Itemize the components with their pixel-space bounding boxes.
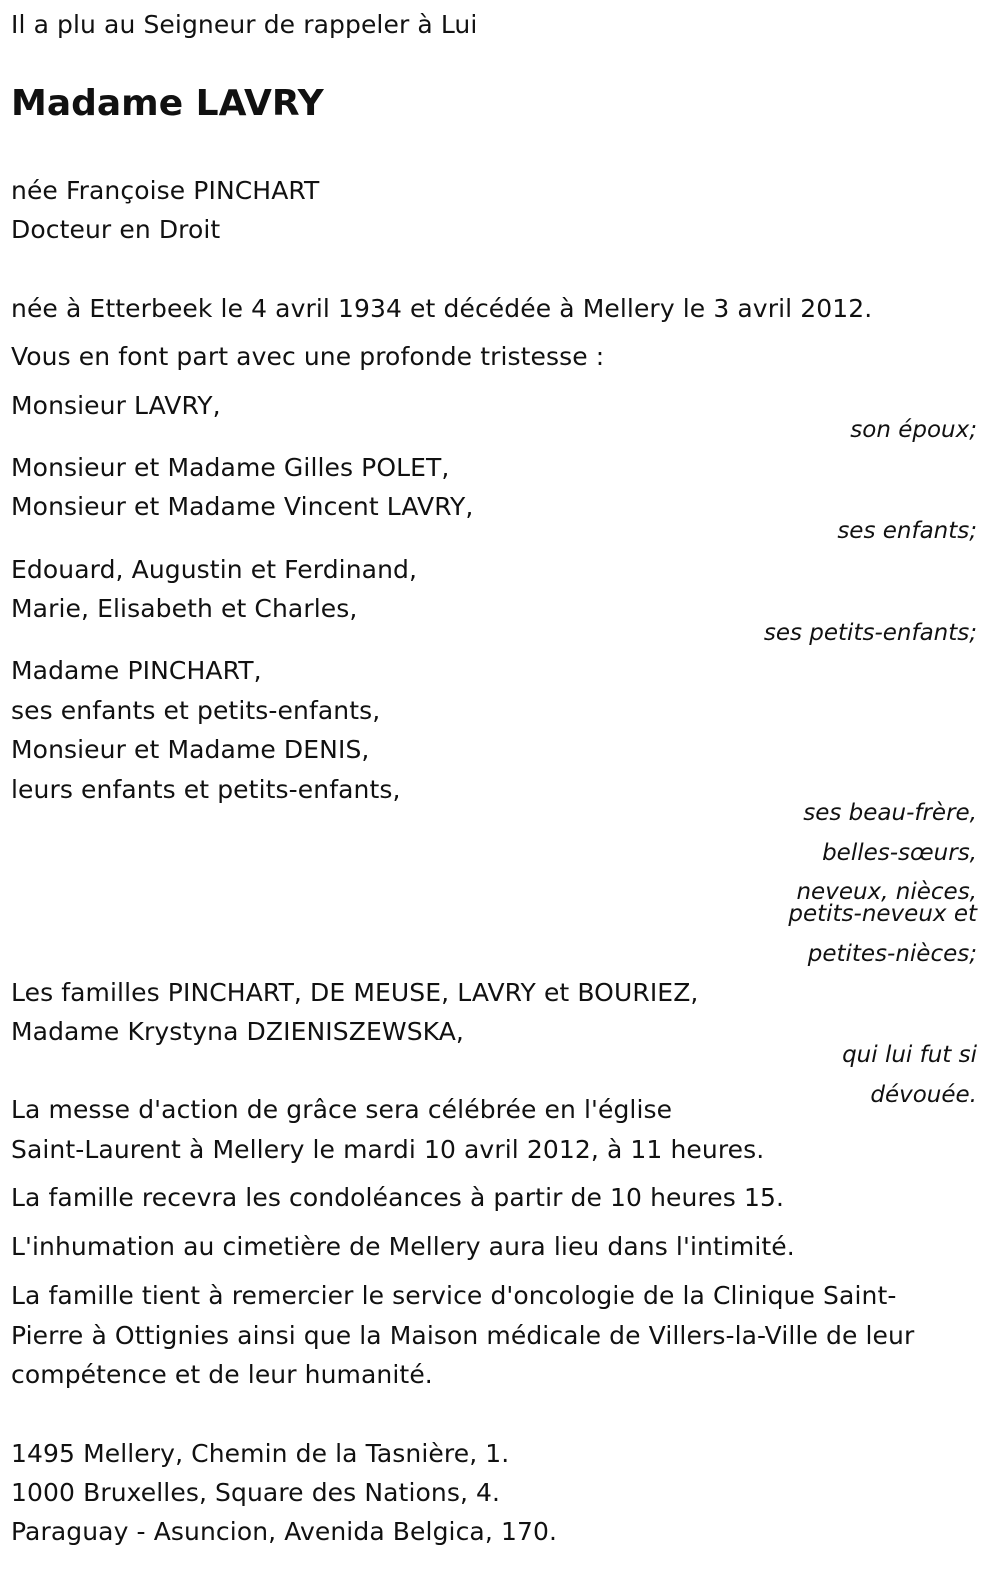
spouse-relation: son époux; — [850, 417, 977, 443]
birth-death-dates: née à Etterbeek le 4 avril 1934 et décédée à Mellery le 3 avril 2012. — [11, 294, 873, 323]
maiden-name: née Françoise PINCHART — [11, 176, 320, 205]
grandchildren-relation: ses petits-enfants; — [763, 620, 977, 646]
extended-relation-line: neveux, nièces, — [796, 879, 977, 905]
address-line: 1000 Bruxelles, Square des Nations, 4. — [11, 1478, 501, 1507]
intro-line: Il a plu au Seigneur de rappeler à Lui — [11, 10, 478, 39]
extended-relation-line: ses beau-frère, — [803, 800, 977, 826]
announcement-line: Vous en font part avec une profonde tristesse : — [11, 342, 605, 371]
children-relation: ses enfants; — [837, 518, 977, 544]
professional-title: Docteur en Droit — [11, 215, 221, 244]
others-relation-line: dévouée. — [870, 1082, 977, 1108]
grandchild-line: Edouard, Augustin et Ferdinand, — [11, 555, 418, 584]
spouse-name: Monsieur LAVRY, — [11, 391, 221, 420]
thanks-line: La famille tient à remercier le service d'oncologie de la Clinique Saint- — [11, 1281, 897, 1310]
other-family-line: Madame Krystyna DZIENISZEWSKA, — [11, 1017, 464, 1046]
condolences-line: La famille recevra les condoléances à partir de 10 heures 15. — [11, 1183, 785, 1212]
thanks-line: Pierre à Ottignies ainsi que la Maison médicale de Villers-la-Ville de leur — [11, 1321, 915, 1350]
mass-line: La messe d'action de grâce sera célébrée en l'église — [11, 1095, 673, 1124]
extended-relation-line: belles-sœurs, — [822, 840, 977, 866]
child-line: Monsieur et Madame Vincent LAVRY, — [11, 492, 474, 521]
address-line: 1495 Mellery, Chemin de la Tasnière, 1. — [11, 1439, 510, 1468]
thanks-line: compétence et de leur humanité. — [11, 1360, 433, 1389]
extended-relation-line: petits-neveux et — [788, 901, 977, 927]
address-line: Paraguay - Asuncion, Avenida Belgica, 170. — [11, 1517, 558, 1546]
child-line: Monsieur et Madame Gilles POLET, — [11, 453, 450, 482]
grandchild-line: Marie, Elisabeth et Charles, — [11, 594, 358, 623]
extended-family-line: Madame PINCHART, — [11, 656, 262, 685]
burial-line: L'inhumation au cimetière de Mellery aura lieu dans l'intimité. — [11, 1232, 795, 1261]
extended-family-line: leurs enfants et petits-enfants, — [11, 775, 401, 804]
others-relation-line: qui lui fut si — [842, 1042, 977, 1068]
extended-family-line: Monsieur et Madame DENIS, — [11, 735, 370, 764]
extended-relation-line: petites-nièces; — [807, 941, 977, 967]
other-family-line: Les familles PINCHART, DE MEUSE, LAVRY et BOURIEZ, — [11, 978, 699, 1007]
mass-line: Saint-Laurent à Mellery le mardi 10 avril 2012, à 11 heures. — [11, 1135, 765, 1164]
extended-family-line: ses enfants et petits-enfants, — [11, 696, 381, 725]
deceased-name: Madame LAVRY — [11, 83, 324, 124]
